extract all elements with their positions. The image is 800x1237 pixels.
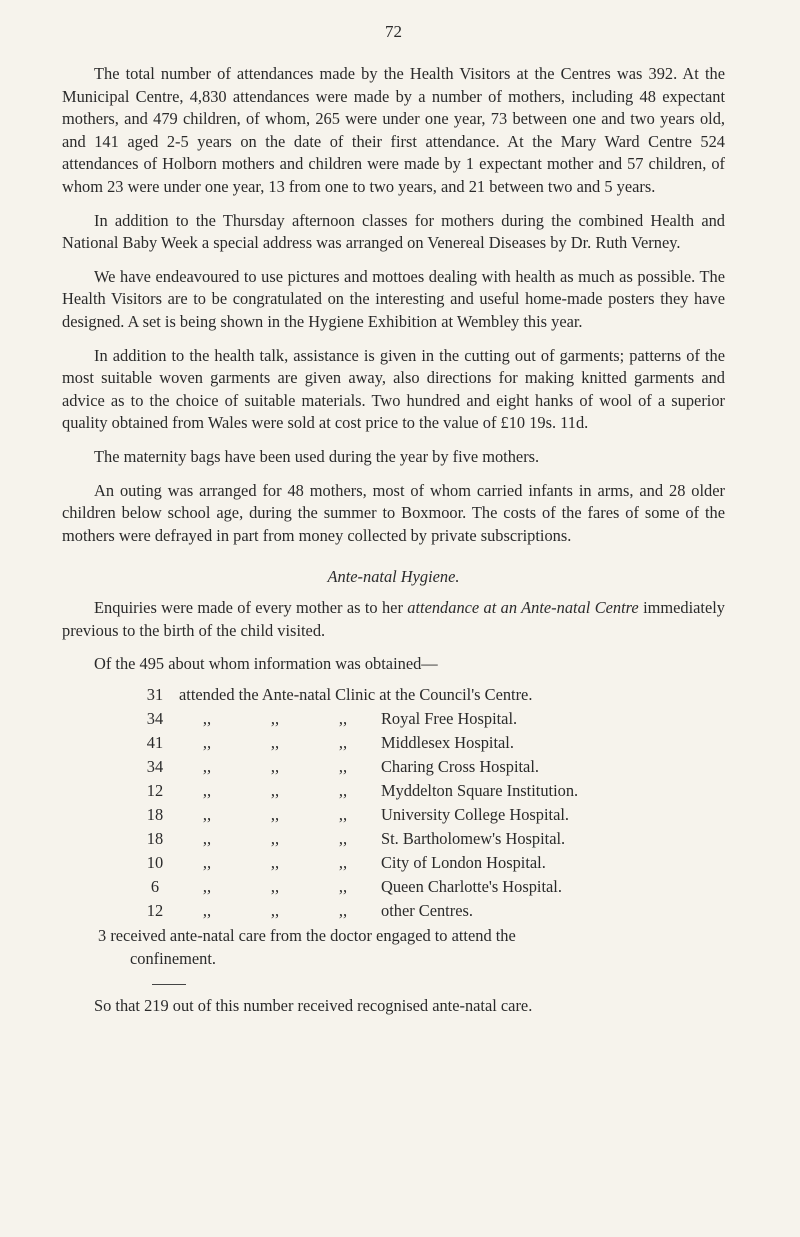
- paragraph-classes: In addition to the Thursday afternoon classes for mothers during the combined Health and National Baby Week a special address was arranged on Venereal Diseases by Dr. Ruth Verney.: [62, 210, 725, 253]
- ditto-mark: ,,: [270, 853, 280, 873]
- ditto-mark: ,,: [270, 901, 280, 921]
- row-count: 6: [150, 877, 160, 897]
- row-place: other Centres.: [381, 901, 473, 921]
- page-number: 72: [385, 22, 402, 41]
- paragraph-garments: In addition to the health talk, assistance is given in the cutting out of garments; patterns of the most suitable woven garments are given away, also directions for making knitted garments and advice as to the choice of suitable materials. Two hundred and eight hanks of wool of a superior quality obtained from Wales were sold at cost price to the value of £10 19s. 11d.: [62, 345, 725, 433]
- ditto-mark: ,,: [270, 829, 280, 849]
- row-count: 18: [146, 805, 164, 825]
- ditto-mark: ,,: [202, 733, 212, 753]
- ditto-mark: ,,: [338, 709, 348, 729]
- ditto-mark: ,,: [202, 805, 212, 825]
- ditto-mark: ,,: [338, 757, 348, 777]
- ditto-mark: ,,: [202, 829, 212, 849]
- section-heading: Ante-natal Hygiene.: [327, 567, 460, 587]
- ditto-mark: ,,: [338, 733, 348, 753]
- row-count: 18: [146, 829, 164, 849]
- row-place: Charing Cross Hospital.: [381, 757, 539, 777]
- ditto-mark: ,,: [270, 757, 280, 777]
- ditto-mark: ,,: [270, 805, 280, 825]
- table-row: [137, 733, 578, 757]
- ditto-mark: ,,: [338, 853, 348, 873]
- row-count: 10: [146, 853, 164, 873]
- paragraph-enquiry: [62, 597, 725, 642]
- row-place: Queen Charlotte's Hospital.: [381, 877, 562, 897]
- ditto-mark: ,,: [202, 781, 212, 801]
- ditto-mark: ,,: [202, 901, 212, 921]
- enquiry-tail: immediately previous to the birth of the child visited.: [62, 598, 725, 640]
- table-row: [137, 853, 578, 877]
- paragraph-outing: An outing was arranged for 48 mothers, most of whom carried infants in arms, and 28 older children below school age, during the summer to Boxmoor. The costs of the fares of some of the mothers were defrayed in part from money collected by private subscriptions.: [62, 480, 725, 545]
- paragraph-maternity-bags: The maternity bags have been used during the year by five mothers.: [94, 446, 540, 466]
- ditto-mark: ,,: [202, 709, 212, 729]
- attendance-table: [137, 685, 578, 925]
- table-row: [137, 805, 578, 829]
- ditto-mark: ,,: [270, 733, 280, 753]
- row-count: 41: [146, 733, 164, 753]
- row-count: 31: [146, 685, 164, 705]
- enquiry-lead: Enquiries were made of every mother as to her: [94, 598, 408, 618]
- table-row: [137, 709, 578, 733]
- table-row-first: [137, 685, 578, 709]
- ditto-mark: ,,: [338, 805, 348, 825]
- row-place: St. Bartholomew's Hospital.: [381, 829, 566, 849]
- ditto-mark: ,,: [270, 781, 280, 801]
- row-place: Middlesex Hospital.: [381, 733, 514, 753]
- row-place: City of London Hospital.: [381, 853, 546, 873]
- table-row: [137, 877, 578, 901]
- paragraph-posters: We have endeavoured to use pictures and mottoes dealing with health as much as possible. The Health Visitors are to be congratulated on the interesting and useful home-made posters they have designed. A set is being shown in the Hygiene Exhibition at Wembley this year.: [62, 266, 725, 331]
- row-count: 12: [146, 901, 164, 921]
- ditto-mark: ,,: [338, 901, 348, 921]
- summary-line: So that 219 out of this number received recognised ante-natal care.: [94, 996, 533, 1016]
- row-count: 34: [146, 757, 164, 777]
- ditto-mark: ,,: [338, 877, 348, 897]
- last-row: [62, 925, 725, 970]
- divider-rule: [152, 984, 186, 985]
- row-place: Myddelton Square Institution.: [381, 781, 579, 801]
- table-row: [137, 901, 578, 925]
- intro-line: Of the 495 about whom information was obtained—: [94, 654, 438, 674]
- table-row: [137, 757, 578, 781]
- ditto-mark: ,,: [338, 781, 348, 801]
- ditto-mark: ,,: [270, 709, 280, 729]
- ditto-mark: ,,: [338, 829, 348, 849]
- ditto-mark: ,,: [202, 853, 212, 873]
- ditto-mark: ,,: [202, 757, 212, 777]
- table-row: [137, 781, 578, 805]
- row-place: University College Hospital.: [381, 805, 570, 825]
- row-count: 34: [146, 709, 164, 729]
- row-place: Royal Free Hospital.: [381, 709, 518, 729]
- last-row-continuation: confinement.: [130, 948, 217, 968]
- table-row: [137, 829, 578, 853]
- row-count: 12: [146, 781, 164, 801]
- last-row-text: received ante-natal care from the doctor engaged to attend the: [110, 926, 516, 946]
- paragraph-attendances: The total number of attendances made by the Health Visitors at the Centres was 392. At the Municipal Centre, 4,830 attendances were made by a number of mothers, including 48 expectant mothers, and 479 children, of whom, 265 were under one year, 73 between one and two years old, and 141 aged 2-5 years on the date of their first attendance. At the Mary Ward Centre 524 attendances of Holborn mothers and children were made by 1 expectant mother and 57 children, of whom 23 were under one year, 13 from one to two years, and 21 between two and 5 years.: [62, 64, 725, 196]
- ditto-mark: ,,: [202, 877, 212, 897]
- table-rows: [137, 709, 578, 925]
- ditto-mark: ,,: [270, 877, 280, 897]
- row-text: attended the Ante-natal Clinic at the Council's Centre.: [179, 685, 533, 705]
- enquiry-emphasis: attendance at an Ante-natal Centre: [407, 598, 639, 618]
- last-row-count: 3: [98, 926, 107, 946]
